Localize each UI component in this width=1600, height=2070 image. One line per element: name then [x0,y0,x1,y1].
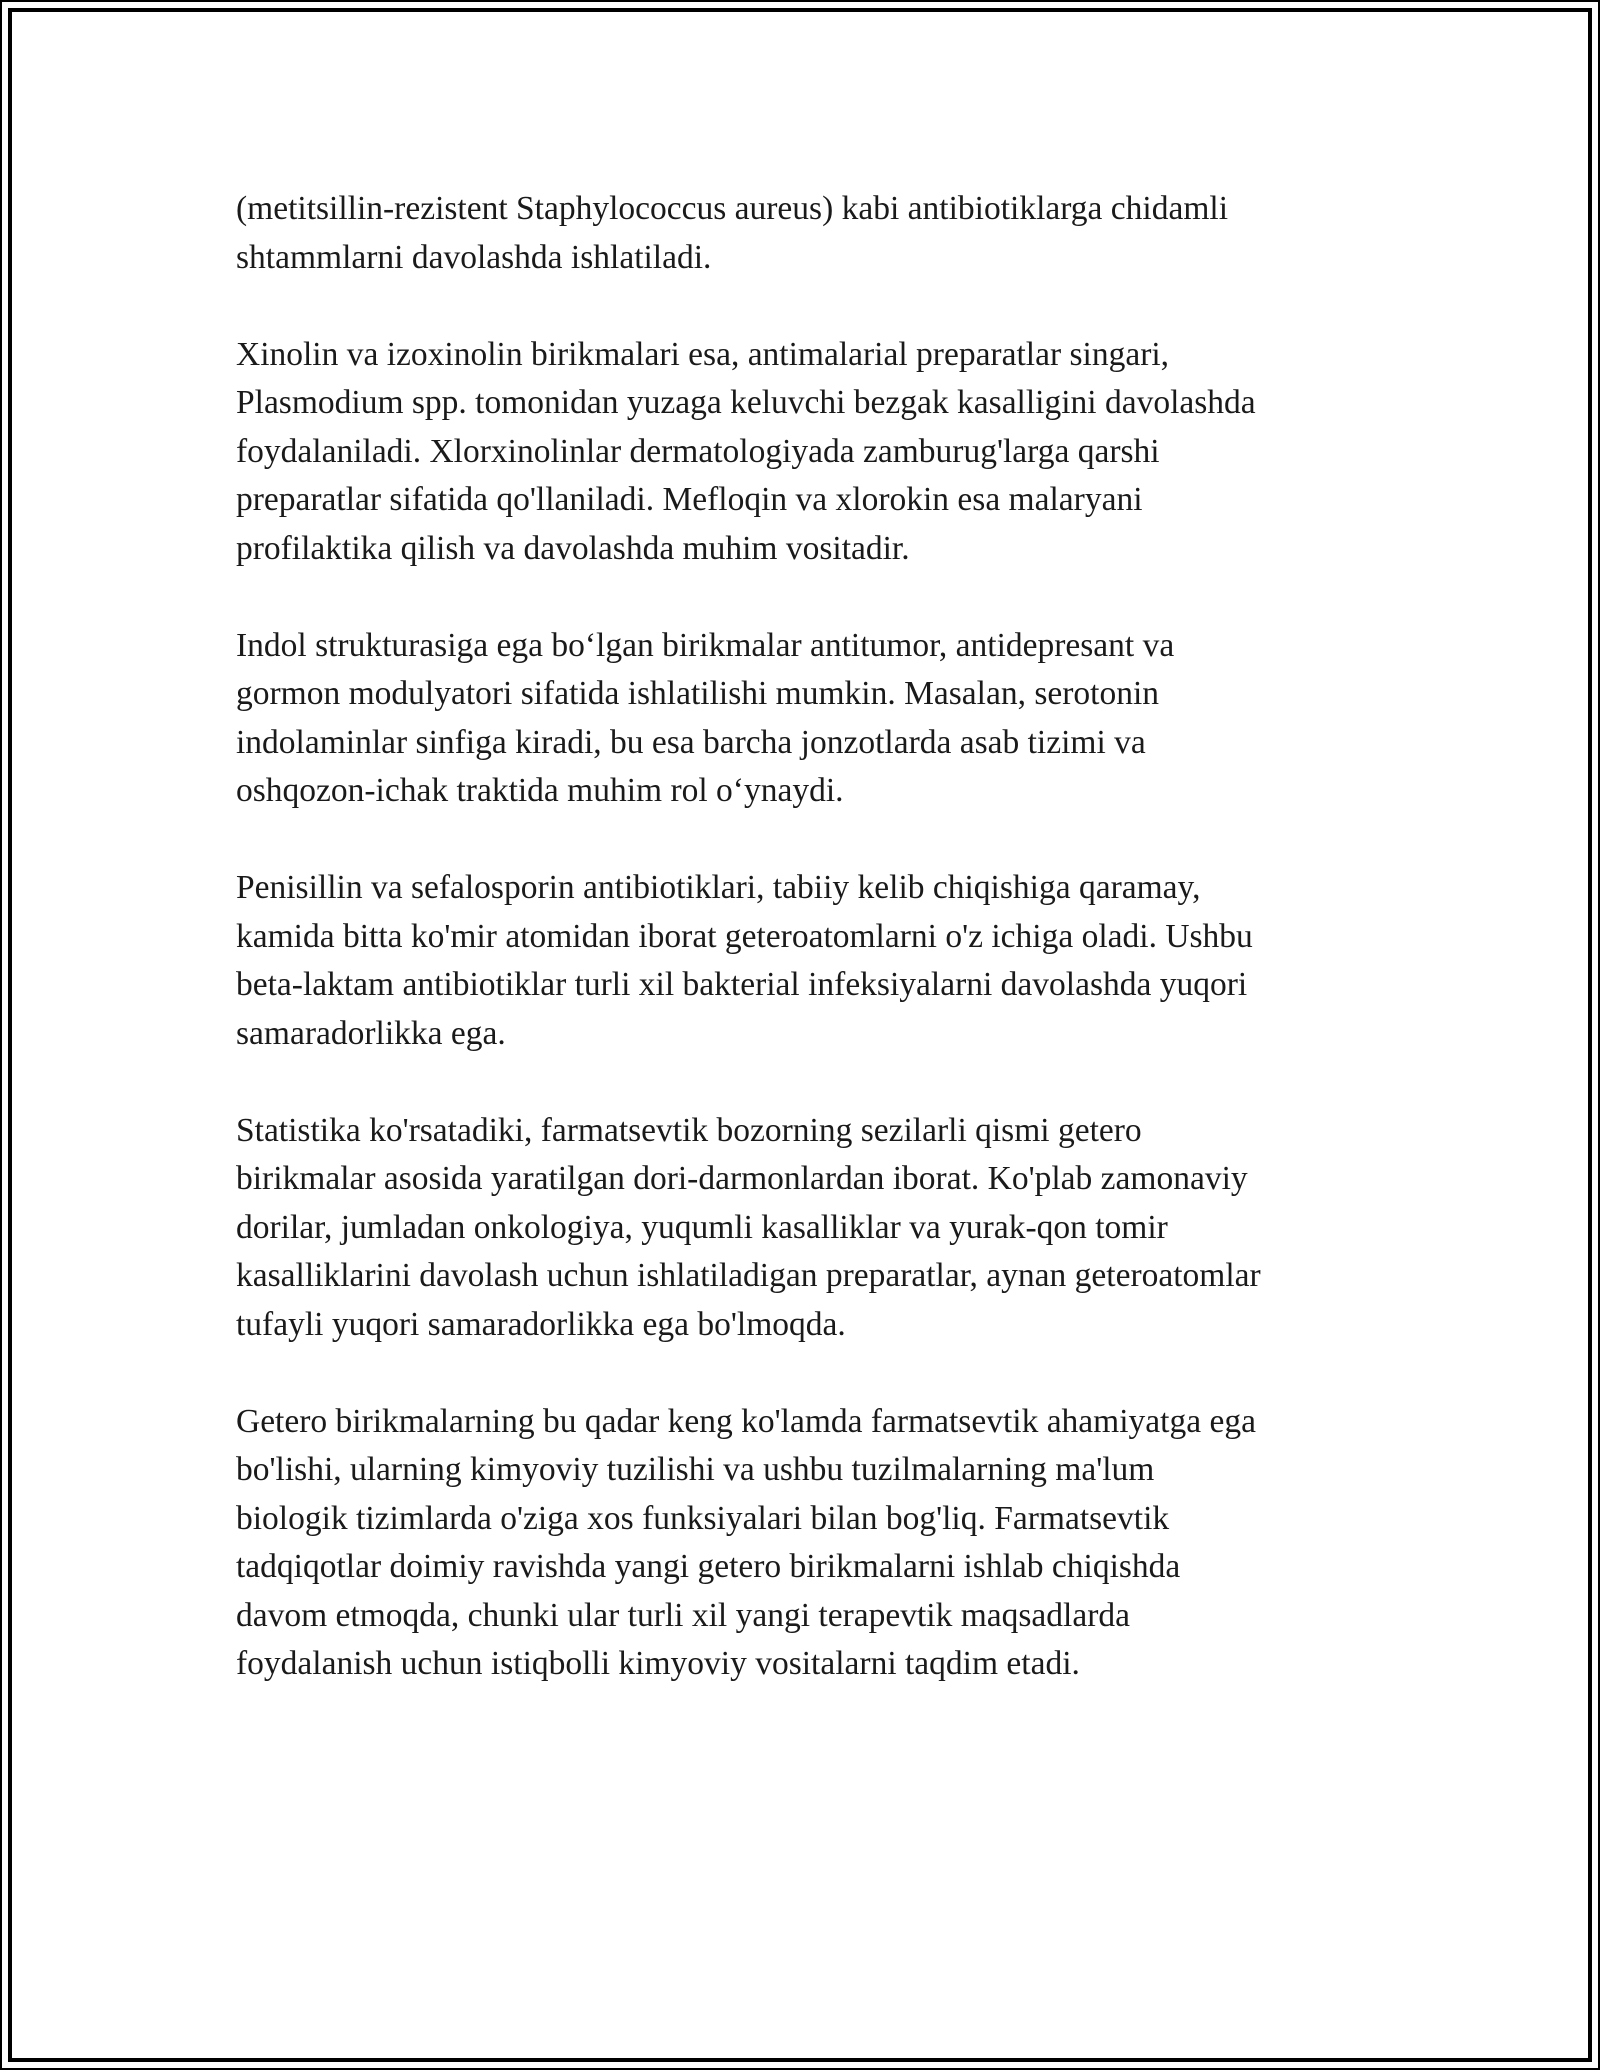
text-line: foydalaniladi. Xlorxinolinlar dermatologiyada zamburug'larga qarshi [236,432,1160,470]
text-line: Penisillin va sefalosporin antibiotiklari, tabiiy kelib chiqishiga qaramay, [236,869,1201,906]
text-line: Getero birikmalarning bu qadar keng ko'lamda farmatsevtik ahamiyatga ega [236,1402,1256,1440]
text-line: profilaktika qilish va davolashda muhim vositadir. [236,529,910,567]
paragraph-statistics [236,1107,1396,1350]
text-line: davom etmoqda, chunki ular turli xil yangi terapevtik maqsadlarda [236,1596,1130,1634]
text-line: kamida bitta ko'mir atomidan iborat geteroatomlarni o'z ichiga oladi. Ushbu [236,917,1253,955]
text-line: foydalanish uchun istiqbolli kimyoviy vositalarni taqdim etadi. [236,1645,1080,1682]
text-line: (metitsillin-rezistent Staphylococcus aureus) kabi antibiotiklarga chidamli [236,190,1229,227]
text-line: samaradorlikka ega. [236,1014,506,1052]
text-line: gormon modulyatori sifatida ishlatilishi mumkin. Masalan, serotonin [236,675,1160,712]
text-line: Xinolin va izoxinolin birikmalari esa, antimalarial preparatlar singari, [236,335,1170,373]
paragraph-quinoline [236,331,1396,574]
text-line: Statistika ko'rsatadiki, farmatsevtik bozorning sezilarli qismi getero [236,1111,1142,1149]
text-line: biologik tizimlarda o'ziga xos funksiyalari bilan bog'liq. Farmatsevtik [236,1499,1170,1537]
text-line: shtammlarni davolashda ishlatiladi. [236,238,712,276]
text-line: birikmalar asosida yaratilgan dori-darmonlardan iborat. Ko'plab zamonaviy [236,1160,1248,1197]
paragraph-indole [236,622,1396,816]
text-line: Indol strukturasiga ega bo‘lgan birikmalar antitumor, antidepresant va [236,626,1175,664]
text-line: tufayli yuqori samaradorlikka ega bo'lmoqda. [236,1305,846,1343]
text-line: preparatlar sifatida qo'llaniladi. Mefloqin va xlorokin esa malaryani [236,481,1143,518]
text-line: Plasmodium spp. tomonidan yuzaga keluvchi bezgak kasalligini davolashda [236,384,1256,421]
paragraph-conclusion [236,1398,1396,1689]
text-line: tadqiqotlar doimiy ravishda yangi getero birikmalarni ishlab chiqishda [236,1548,1181,1585]
text-line: indolaminlar sinfiga kiradi, bu esa barcha jonzotlarda asab tizimi va [236,723,1146,761]
text-line: oshqozon-ichak traktida muhim rol o‘ynaydi. [236,772,844,809]
text-line: bo'lishi, ularning kimyoviy tuzilishi va ushbu tuzilmalarning ma'lum [236,1451,1155,1488]
text-line: beta-laktam antibiotiklar turli xil bakterial infeksiyalarni davolashda yuqori [236,966,1248,1003]
paragraph-penicillin [236,864,1396,1058]
text-line: dorilar, jumladan onkologiya, yuqumli kasalliklar va yurak-qon tomir [236,1208,1168,1246]
text-line: kasalliklarini davolash uchun ishlatiladigan preparatlar, aynan geteroatomlar [236,1257,1261,1294]
paragraph-mrsa-continuation [236,185,1396,282]
document-body [236,185,1396,1737]
